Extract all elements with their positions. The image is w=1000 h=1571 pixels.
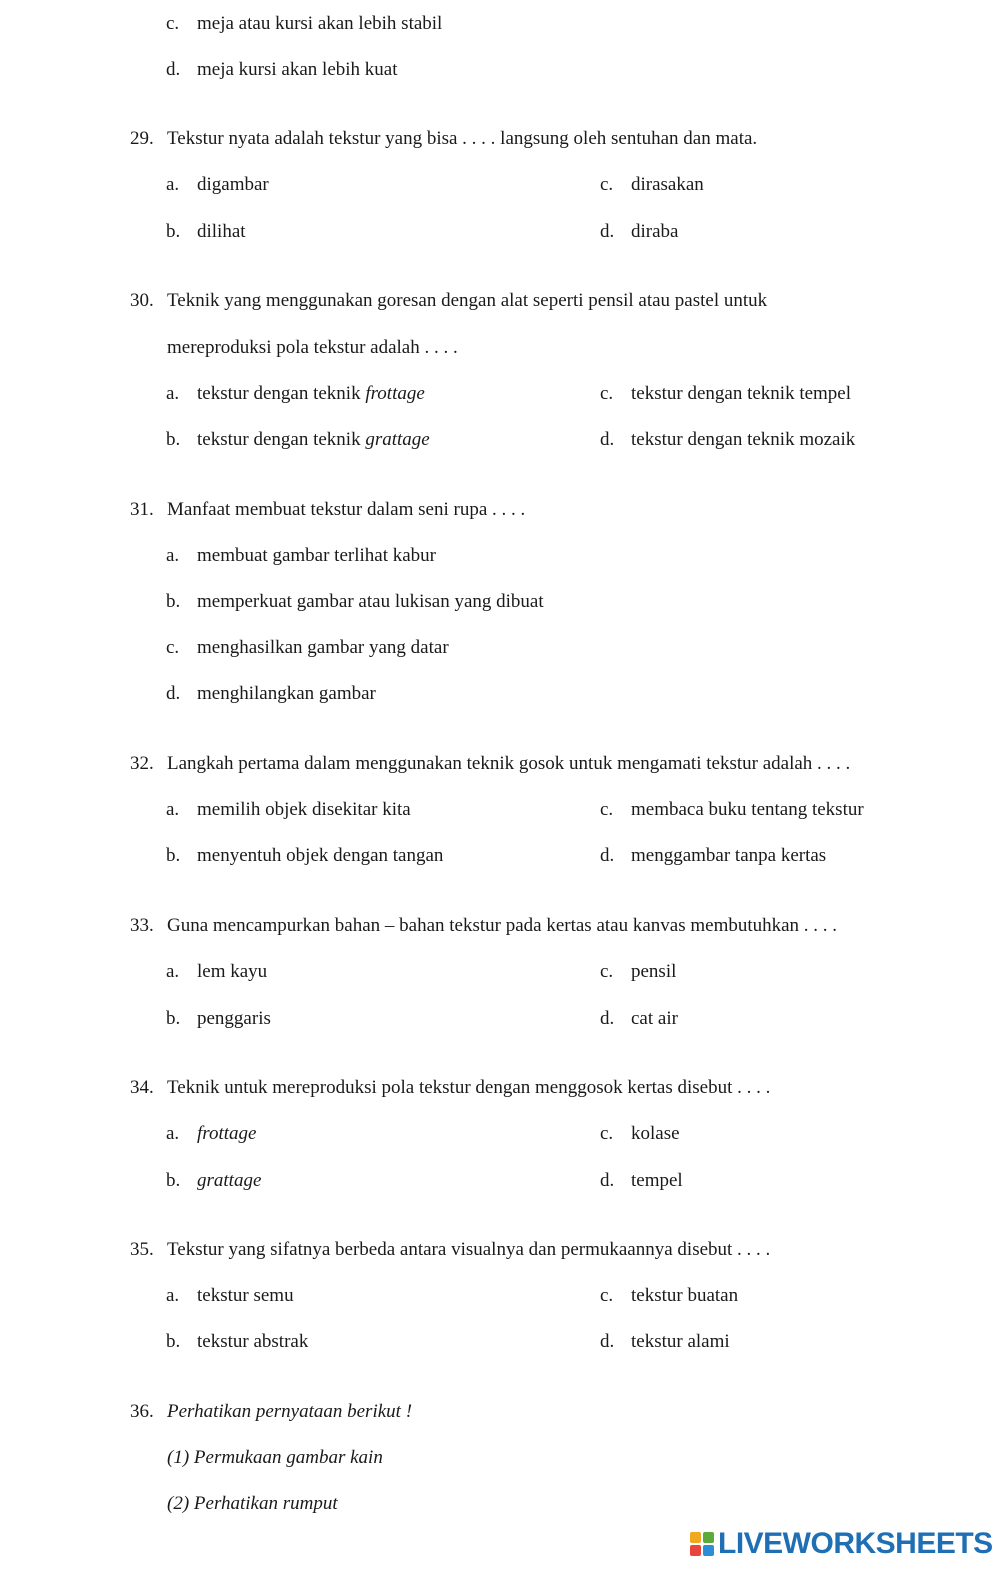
option-text: menghasilkan gambar yang datar <box>197 637 449 658</box>
question-number: 36. <box>130 1401 154 1422</box>
question-text: Tekstur yang sifatnya berbeda antara visualnya dan permukaannya disebut . . . . <box>167 1239 771 1260</box>
option-letter: a. <box>166 174 180 195</box>
option-text: memperkuat gambar atau lukisan yang dibuat <box>197 591 544 612</box>
option-text: menghilangkan gambar <box>197 683 376 704</box>
option-text: diraba <box>631 221 679 242</box>
option-letter: b. <box>166 1008 181 1029</box>
question-text: Teknik yang menggunakan goresan dengan alat seperti pensil atau pastel untuk <box>167 290 768 311</box>
option-text: digambar <box>197 174 269 195</box>
option-letter: c. <box>600 1285 614 1306</box>
option-text: dirasakan <box>631 174 704 195</box>
option-text: frottage <box>197 1123 257 1144</box>
option-text: lem kayu <box>197 961 268 982</box>
option-letter: b. <box>166 845 181 866</box>
option-text: menggambar tanpa kertas <box>631 845 827 866</box>
option-letter: b. <box>166 591 181 612</box>
option-letter: d. <box>600 1331 615 1352</box>
option-text: tekstur buatan <box>631 1285 739 1306</box>
question-text: Teknik untuk mereproduksi pola tekstur dengan menggosok kertas disebut . . . . <box>167 1077 771 1098</box>
option-letter: d. <box>166 683 181 704</box>
option-text: membaca buku tentang tekstur <box>631 799 864 820</box>
logo-square-br <box>703 1545 714 1556</box>
logo-icon <box>690 1532 714 1556</box>
option-text: tekstur abstrak <box>197 1331 309 1352</box>
option-letter: b. <box>166 221 181 242</box>
logo-square-tr <box>703 1532 714 1543</box>
question-text: Guna mencampurkan bahan – bahan tekstur pada kertas atau kanvas membutuhkan . . . . <box>167 915 838 936</box>
option-term: frottage <box>365 383 425 404</box>
option-text: meja atau kursi akan lebih stabil <box>197 13 443 34</box>
option-text-main: tekstur dengan teknik <box>197 383 366 404</box>
option-letter: a. <box>166 1285 180 1306</box>
option-text: penggaris <box>197 1008 271 1029</box>
logo-square-tl <box>690 1532 701 1543</box>
option-text-main: tekstur dengan teknik <box>197 429 366 450</box>
option-text <box>197 382 425 406</box>
question-text: Langkah pertama dalam menggunakan teknik gosok untuk mengamati tekstur adalah . . . . <box>167 753 851 774</box>
option-text: grattage <box>197 1170 262 1191</box>
question-number: 33. <box>130 915 154 936</box>
logo-text: LIVEWORKSHEETS <box>718 1527 993 1560</box>
option-letter: c. <box>600 799 614 820</box>
option-term: grattage <box>365 429 430 450</box>
option-text: tekstur dengan teknik tempel <box>631 383 852 404</box>
option-text <box>197 428 430 452</box>
question-number: 34. <box>130 1077 154 1098</box>
option-letter: d. <box>600 429 615 450</box>
option-text: kolase <box>631 1123 680 1144</box>
option-letter: a. <box>166 383 180 404</box>
logo-square-bl <box>690 1545 701 1556</box>
question-number: 32. <box>130 753 154 774</box>
option-letter: a. <box>166 799 180 820</box>
question-text: Manfaat membuat tekstur dalam seni rupa . . . . <box>167 499 526 520</box>
question-number: 30. <box>130 290 154 311</box>
option-letter: c. <box>166 637 180 658</box>
option-letter: d. <box>166 59 181 80</box>
question-number: 31. <box>130 499 154 520</box>
option-text: tekstur dengan teknik mozaik <box>631 429 856 450</box>
option-letter: c. <box>600 383 614 404</box>
question-number: 35. <box>130 1239 154 1260</box>
option-letter: d. <box>600 1008 615 1029</box>
question-text: Perhatikan pernyataan berikut ! <box>167 1401 413 1422</box>
option-letter: d. <box>600 221 615 242</box>
option-letter: c. <box>600 961 614 982</box>
statement-item: (1) Permukaan gambar kain <box>167 1447 383 1468</box>
option-letter: a. <box>166 545 180 566</box>
option-text: meja kursi akan lebih kuat <box>197 59 398 80</box>
option-text: tempel <box>631 1170 683 1191</box>
option-text: memilih objek disekitar kita <box>197 799 411 820</box>
option-text: menyentuh objek dengan tangan <box>197 845 444 866</box>
question-text-continued: mereproduksi pola tekstur adalah . . . . <box>167 337 458 358</box>
option-letter: b. <box>166 1331 181 1352</box>
option-letter: c. <box>600 1123 614 1144</box>
option-letter: c. <box>600 174 614 195</box>
statement-item: (2) Perhatikan rumput <box>167 1493 338 1514</box>
option-text: membuat gambar terlihat kabur <box>197 545 436 566</box>
option-letter: d. <box>600 1170 615 1191</box>
question-number: 29. <box>130 128 154 149</box>
option-letter: b. <box>166 429 181 450</box>
option-text: tekstur alami <box>631 1331 730 1352</box>
option-text: dilihat <box>197 221 246 242</box>
option-text: cat air <box>631 1008 678 1029</box>
option-letter: b. <box>166 1170 181 1191</box>
option-text: pensil <box>631 961 677 982</box>
option-text: tekstur semu <box>197 1285 294 1306</box>
question-text: Tekstur nyata adalah tekstur yang bisa . . . . langsung oleh sentuhan dan mata. <box>167 128 758 149</box>
option-letter: a. <box>166 961 180 982</box>
liveworksheets-logo <box>690 1527 993 1561</box>
option-letter: c. <box>166 13 180 34</box>
option-letter: d. <box>600 845 615 866</box>
option-letter: a. <box>166 1123 180 1144</box>
